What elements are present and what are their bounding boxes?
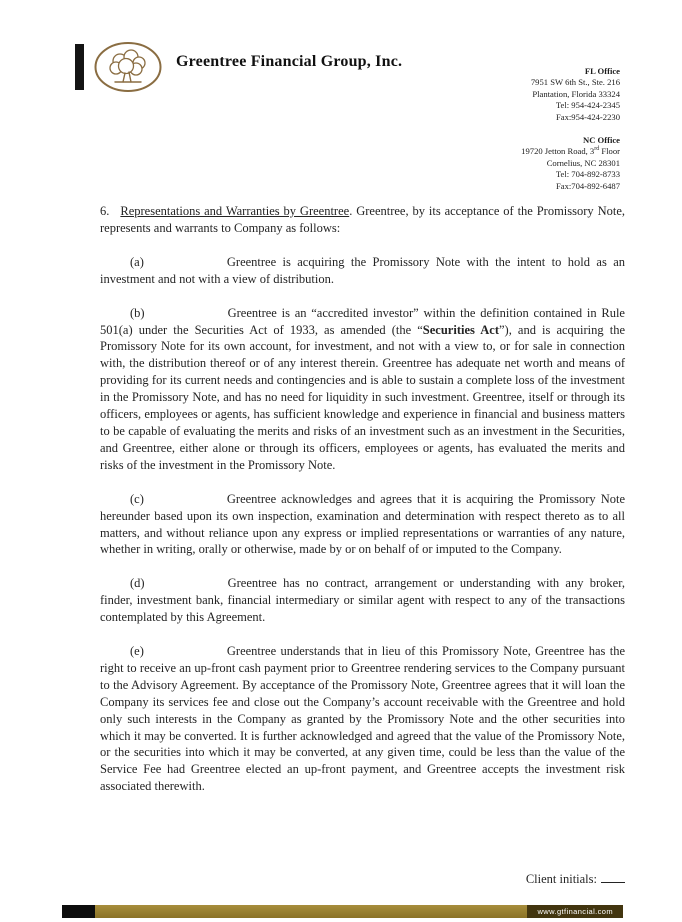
footer-bar xyxy=(62,905,623,918)
paragraph-c-text: Greentree acknowledges and agrees that it is acquiring the Promissory Note hereunder based upon its own inspection, examination and determination with respect thereto as to all matters, and without reliance upon any express or implied representations or warranties of any nature, whether in writing, orally or otherwise, made by or on behalf of or imputed to the Company. xyxy=(100,491,625,557)
nc-office-block xyxy=(400,135,620,192)
company-name: Greentree Financial Group, Inc. xyxy=(176,53,403,70)
section-heading-paragraph xyxy=(100,203,625,237)
nc-street-post: Floor xyxy=(599,146,620,157)
paragraph-e xyxy=(100,643,625,795)
nc-office-street xyxy=(400,146,620,157)
paragraph-d-text: Greentree has no contract, arrangement or understanding with any broker, finder, investment bank, financial intermediary or similar agent with respect to any of the transactions contemplated by this Agreement. xyxy=(100,576,625,625)
paragraph-e-label: (e) xyxy=(130,644,144,659)
client-initials-label: Client initials: xyxy=(525,872,597,886)
fl-office-block xyxy=(400,66,620,123)
paragraph-c xyxy=(100,491,625,559)
nc-office-title: NC Office xyxy=(583,135,620,146)
fl-office-street: 7951 SW 6th St., Ste. 216 xyxy=(530,77,620,88)
paragraph-d xyxy=(100,575,625,626)
nc-office-tel: Tel: 704-892-8733 xyxy=(555,169,620,180)
fl-office-fax: Fax:954-424-2230 xyxy=(556,111,620,122)
footer-website-url: www.gtfinancial.com xyxy=(527,905,623,918)
paragraph-b-label: (b) xyxy=(130,305,145,320)
letterhead-addresses xyxy=(400,66,620,192)
section-heading: Representations and Warranties by Greentree xyxy=(120,204,350,218)
client-initials-field[interactable] xyxy=(601,871,625,883)
letterhead-accent-bar xyxy=(75,44,84,90)
fl-office-title: FL Office xyxy=(584,66,620,76)
section-number: 6. xyxy=(100,204,110,218)
nc-street-ordinal: rd xyxy=(594,146,600,153)
footer-gold-bar xyxy=(95,905,527,918)
paragraph-c-label: (c) xyxy=(130,491,144,506)
paragraph-a-label: (a) xyxy=(130,254,144,269)
footer-accent-block xyxy=(62,905,95,918)
document-body xyxy=(100,203,625,812)
nc-street-pre: 19720 Jetton Road, 3 xyxy=(521,146,595,157)
paragraph-b-text-1: Greentree is an “accredited investor” within the definition contained in Rule 501(a) under the Securities Act of 1933, as amended (the “ xyxy=(100,305,625,337)
paragraph-d-label: (d) xyxy=(130,576,145,591)
fl-office-city: Plantation, Florida 33324 xyxy=(532,88,620,99)
paragraph-e-text: Greentree understands that in lieu of this Promissory Note, Greentree has the right to receive an up-front cash payment prior to Greentree rendering services to the Company pursuant to the Advisory Agreement. By acceptance of the Promissory Note, Greentree agrees that it will loan the Company its services fee and close out the Company’s account receivable with the Greentree and hold only such interests in the Company as granted by the Promissory Note and the other securities into which it may be converted. It is further acknowledged and agreed that the value of the Promissory Note, or the securities into which it may be converted, at any given time, could be less than the value of the Service Fee had Greentree elected an up-front payment, and Greentree accepts the investment risk associated therewith. xyxy=(100,644,625,794)
fl-office-tel: Tel: 954-424-2345 xyxy=(555,100,620,111)
paragraph-a xyxy=(100,254,625,288)
paragraph-b-bold-term: Securities Act xyxy=(422,322,499,337)
client-initials-row xyxy=(526,871,625,887)
paragraph-b-text-2: ”), and is acquiring the Promissory Note for its own account, for investment, and not with a view to, or for sale in connection with, the distribution thereof or of any interest therein. Greentree has adequate net worth and means of providing for its current needs and contingencies and is able to sustain a complete loss of the investment in the Promissory Note, and has no need for liquidity in such investment. Greentree, itself or through its officers, employees or agents, has sufficient knowledge and experience in financial and business matters to be capable of evaluating the merits and risks of an investment such as an investment in the Securities, and Greentree, either alone or through its officers, employees or agents, has evaluated the merits and risks of the investment in the Promissory Note. xyxy=(100,322,625,472)
section-intro: . Greentree, by its acceptance of the Promissory Note, represents and warrants to Company as follows: xyxy=(100,204,625,235)
nc-office-fax: Fax:704-892-6487 xyxy=(556,180,620,191)
greentree-tree-logo-icon xyxy=(93,41,163,93)
paragraph-b xyxy=(100,305,625,474)
nc-office-city: Cornelius, NC 28301 xyxy=(546,157,620,168)
paragraph-a-text: Greentree is acquiring the Promissory Note with the intent to hold as an investment and not with a view of distribution. xyxy=(100,254,625,286)
